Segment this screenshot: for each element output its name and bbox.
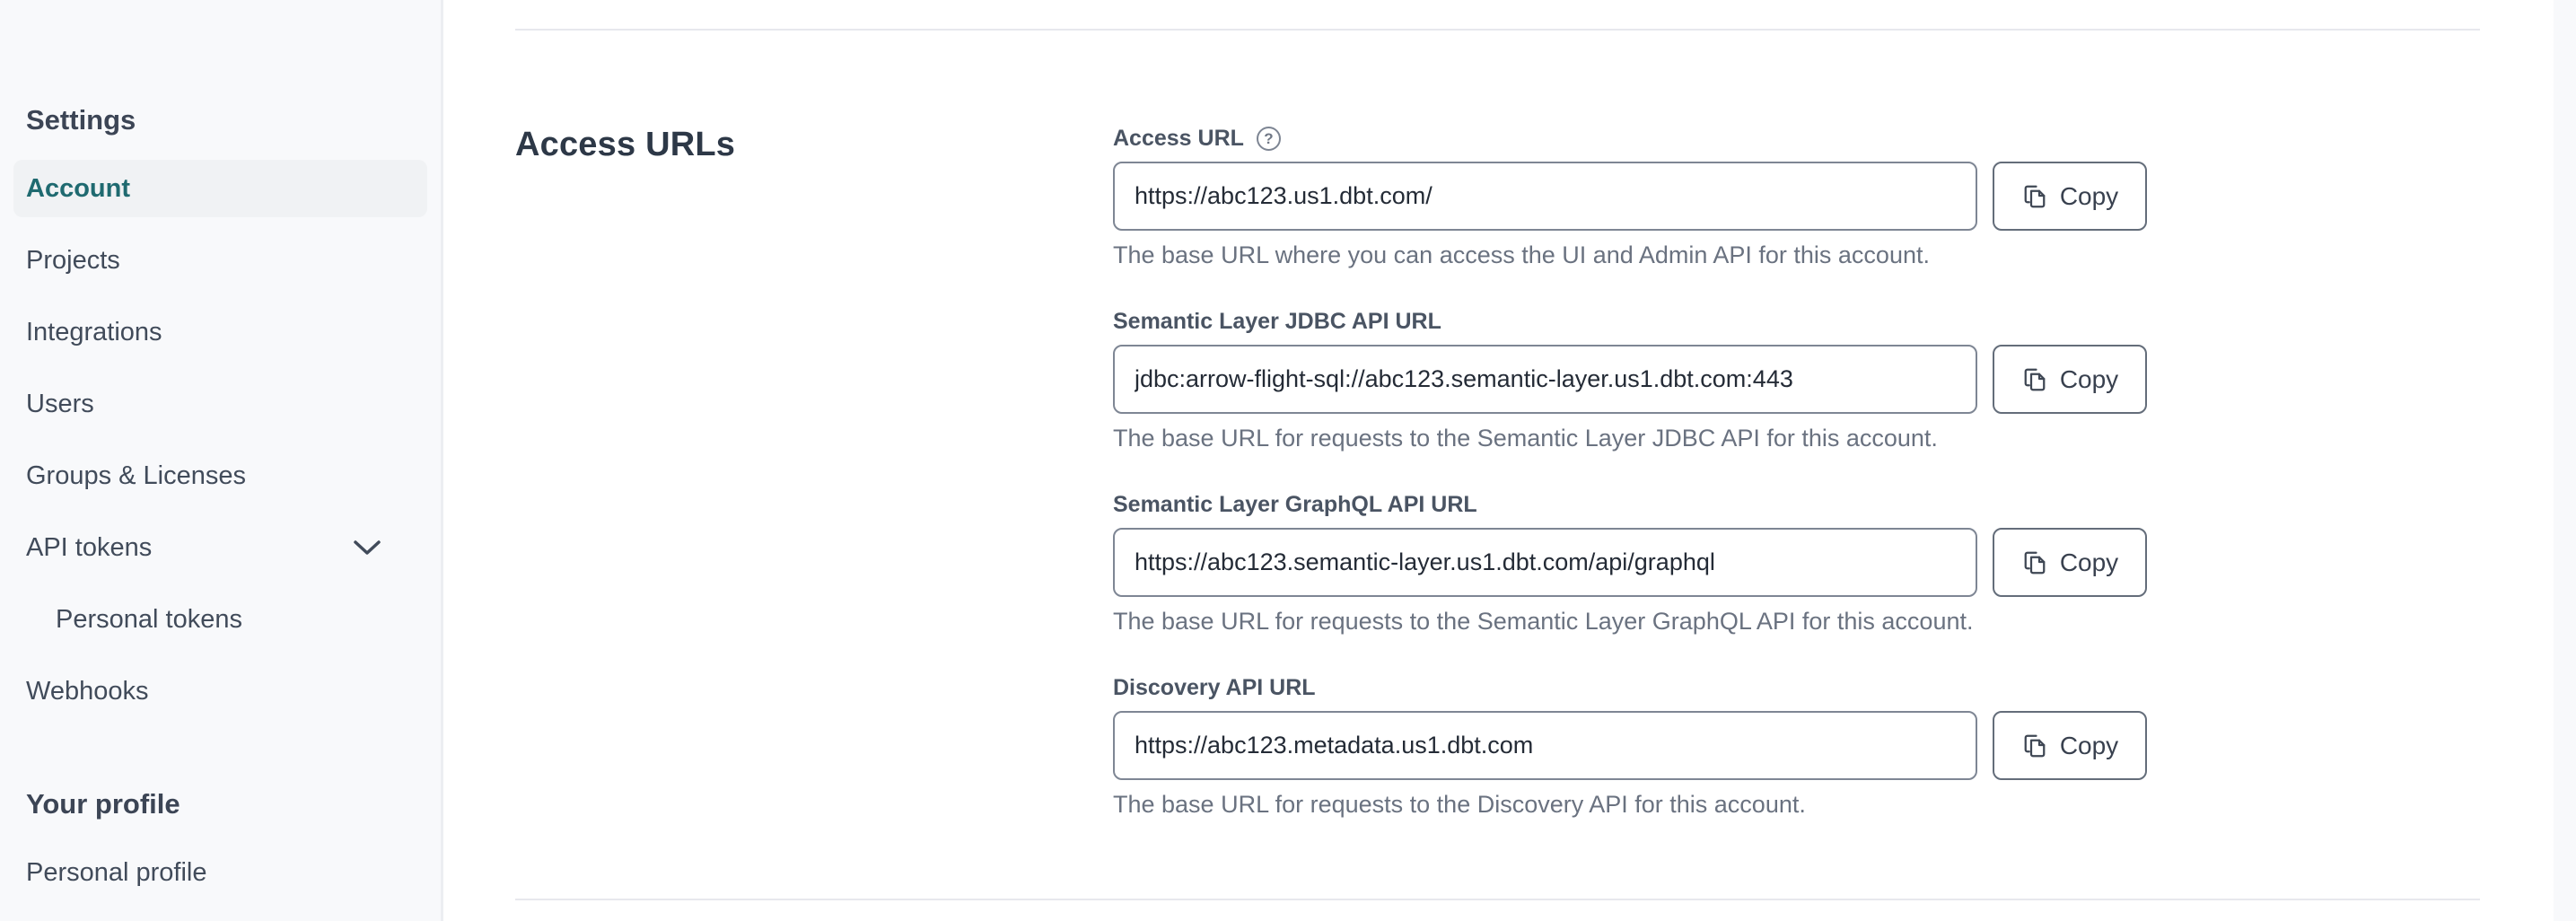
graphql-api-url-label: Semantic Layer GraphQL API URL [1113, 492, 1477, 517]
access-url-field-group [1113, 126, 2147, 269]
access-url-label: Access URL [1113, 126, 1244, 151]
sidebar-item-label: API tokens [26, 533, 153, 562]
discovery-api-url-input[interactable] [1113, 711, 1977, 780]
copy-button-label: Copy [2059, 731, 2119, 759]
chevron-down-icon [352, 539, 382, 557]
sidebar-item-label: Projects [26, 246, 120, 275]
fields-column [1113, 126, 2147, 858]
sidebar-item-label: Personal profile [26, 858, 207, 887]
discovery-api-url-label: Discovery API URL [1113, 675, 1316, 700]
copy-icon [2021, 183, 2048, 210]
right-edge-gutter [2554, 0, 2576, 921]
sidebar-item-webhooks[interactable] [13, 662, 427, 720]
copy-icon [2021, 732, 2048, 759]
sidebar-item-label: Users [26, 390, 94, 418]
graphql-api-url-field-group [1113, 492, 2147, 636]
settings-sidebar [0, 0, 443, 921]
access-url-input[interactable] [1113, 162, 1977, 231]
sidebar-item-label: Personal tokens [56, 605, 242, 634]
graphql-api-url-helper: The base URL for requests to the Semantic Layer GraphQL API for this account. [1113, 608, 1974, 635]
sidebar-item-api-tokens[interactable] [13, 519, 427, 576]
jdbc-api-url-field-group [1113, 309, 2147, 452]
sidebar-heading-settings: Settings [26, 104, 136, 136]
sidebar-item-groups-licenses[interactable] [13, 447, 427, 504]
jdbc-api-url-input[interactable] [1113, 345, 1977, 414]
access-url-copy-button[interactable] [1993, 162, 2147, 231]
discovery-api-url-helper: The base URL for requests to the Discovery API for this account. [1113, 791, 1806, 818]
sidebar-item-personal-profile[interactable] [13, 844, 427, 901]
discovery-api-url-copy-button[interactable] [1993, 711, 2147, 780]
sidebar-item-account[interactable] [13, 160, 427, 217]
page-title: Access URLs [515, 126, 736, 163]
sidebar-item-integrations[interactable] [13, 303, 427, 361]
discovery-api-url-field-group [1113, 675, 2147, 819]
graphql-api-url-copy-button[interactable] [1993, 528, 2147, 597]
sidebar-item-label: Integrations [26, 318, 162, 346]
main-content [443, 0, 2576, 921]
jdbc-api-url-copy-button[interactable] [1993, 345, 2147, 414]
graphql-api-url-input[interactable] [1113, 528, 1977, 597]
section-heading-column [515, 126, 1113, 858]
copy-icon [2021, 366, 2048, 393]
access-url-helper: The base URL where you can access the UI and Admin API for this account. [1113, 241, 1930, 268]
jdbc-api-url-helper: The base URL for requests to the Semantic Layer JDBC API for this account. [1113, 425, 1938, 452]
sidebar-item-projects[interactable] [13, 232, 427, 289]
copy-button-label: Copy [2059, 548, 2119, 576]
sidebar-item-users[interactable] [13, 375, 427, 433]
sidebar-item-label: Webhooks [26, 677, 149, 706]
sidebar-item-label: Account [26, 174, 130, 203]
help-icon[interactable]: ? [1257, 127, 1281, 151]
access-urls-section [515, 29, 2480, 900]
sidebar-item-personal-tokens[interactable] [13, 591, 427, 648]
copy-icon [2021, 549, 2048, 576]
sidebar-heading-your-profile: Your profile [26, 788, 180, 820]
copy-button-label: Copy [2059, 181, 2119, 210]
copy-button-label: Copy [2059, 364, 2119, 393]
jdbc-api-url-label: Semantic Layer JDBC API URL [1113, 309, 1441, 334]
sidebar-item-label: Groups & Licenses [26, 461, 247, 490]
